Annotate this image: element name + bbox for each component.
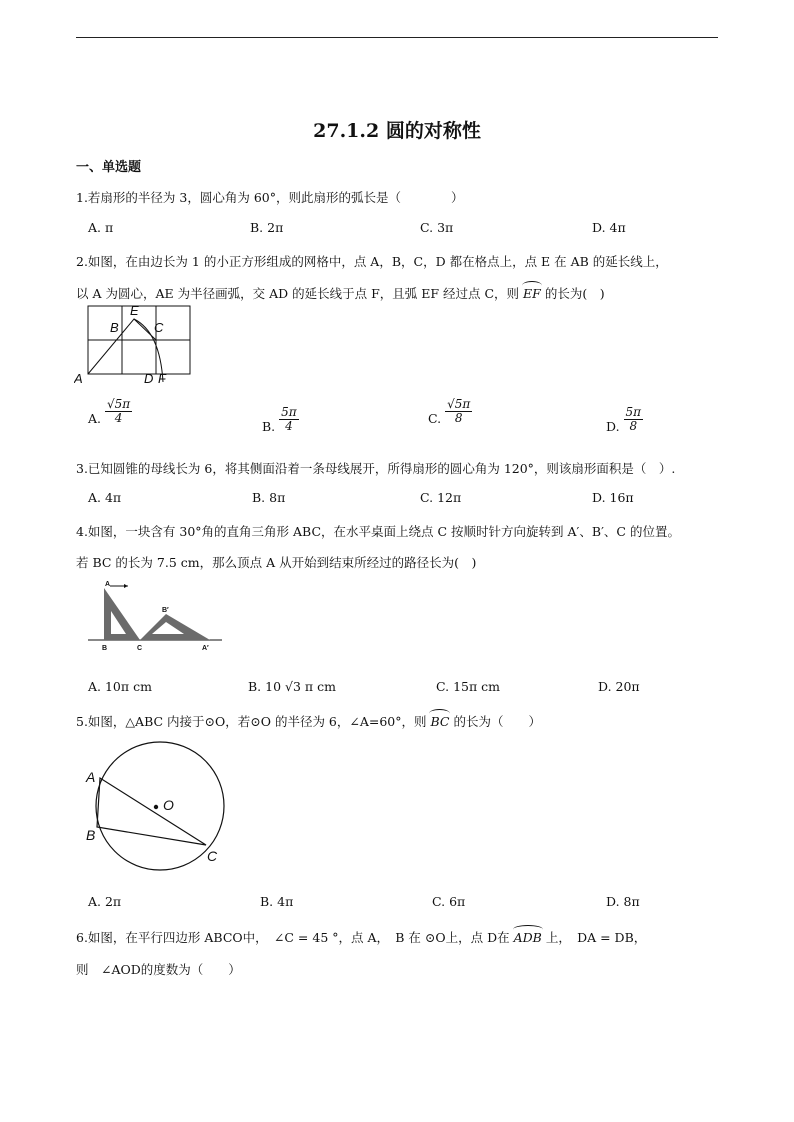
q3-option-b[interactable]: B. 8π [252, 490, 286, 505]
q4-option-d[interactable]: D. 20π [598, 679, 640, 694]
q5-label-c: C [207, 848, 218, 864]
page-title: 27.1.2 圆的对称性 [313, 120, 481, 142]
question-6-line-2: 则 ∠AOD的度数为（ ） [76, 962, 241, 977]
header-rule [76, 37, 718, 38]
q5-label-b: B [86, 827, 96, 843]
question-5-text [76, 712, 541, 730]
q2-option-b-fraction: $\frac{5\pi}{4}$ [281, 405, 297, 433]
q5-option-a[interactable]: A. 2π [88, 894, 122, 909]
q5-text-post: 的长为（ ） [453, 714, 541, 729]
q5-option-c[interactable]: C. 6π [432, 894, 466, 909]
q4-label-b-prime: B′ [162, 607, 169, 614]
q5-arc-bc: BC [430, 714, 450, 729]
q5-circle-figure [80, 740, 236, 876]
q3-option-d[interactable]: D. 16π [592, 490, 634, 505]
q4-option-b[interactable]: B. 10 √3 π cm [248, 679, 336, 694]
q4-label-b: B [102, 645, 108, 652]
q2-option-a[interactable]: A. $\frac{√5\pi}{4}$ [88, 397, 131, 426]
q5-center-dot [154, 805, 158, 809]
q6-arc-adb: ADB [513, 930, 542, 945]
question-2-line-2 [76, 284, 605, 302]
question-3-text: 3.已知圆锥的母线长为 6，将其侧面沿着一条母线展开，所得扇形的圆心角为 120°，则该扇形面积是（ ）. [76, 461, 676, 476]
question-2-line-1: 2.如图，在由边长为 1 的小正方形组成的网格中，点 A，B，C，D 都在格点上，点 E 在 AB 的延长线上， [76, 254, 668, 269]
q2-line2-post: 的长为( ) [544, 286, 605, 301]
q1-option-d[interactable]: D. 4π [592, 220, 626, 235]
q1-option-b[interactable]: B. 2π [250, 220, 284, 235]
q4-label-c: C [137, 645, 143, 652]
q4-triangles-figure [88, 578, 224, 654]
q2-line2-pre: 以 A 为圆心，AE 为半径画弧，交 AD 的延长线于点 F，且弧 EF 经过点 C，则 [76, 286, 520, 301]
q1-option-a[interactable]: A. π [88, 220, 114, 235]
q4-arrow-head [124, 584, 128, 588]
q2-label-b: B [110, 320, 119, 335]
q2-label-c: C [154, 320, 164, 335]
q4-label-a-prime: A′ [202, 645, 209, 652]
q2-option-a-fraction: $\frac{√5\pi}{4}$ [107, 397, 131, 425]
q1-option-c[interactable]: C. 3π [420, 220, 454, 235]
q6-line1-b: 上， DA = DB， [545, 930, 647, 945]
q2-option-d[interactable]: D. $\frac{5\pi}{8}$ [606, 405, 642, 434]
question-6-line-1 [76, 928, 646, 946]
section-heading: 一、单选题 [76, 160, 142, 175]
q5-option-b[interactable]: B. 4π [260, 894, 294, 909]
q2-option-c-fraction: $\frac{√5\pi}{8}$ [447, 397, 471, 425]
q5-label-a: A [86, 769, 96, 785]
q5-text-pre: 5.如图，△ABC 内接于⊙O，若⊙O 的半径为 6，∠A=60°，则 [76, 714, 427, 729]
q3-option-c[interactable]: C. 12π [420, 490, 462, 505]
q2-option-d-fraction: $\frac{5\pi}{8}$ [625, 405, 642, 433]
question-4-line-1: 4.如图，一块含有 30°角的直角三角形 ABC，在水平桌面上绕点 C 按顺时针方向旋转到 A′、B′、C 的位置。 [76, 524, 680, 539]
q2-grid-figure [74, 302, 198, 386]
q4-option-c[interactable]: C. 15π cm [436, 679, 501, 694]
question-1-text: 1.若扇形的半径为 3，圆心角为 60°，则此扇形的弧长是（ ） [76, 190, 464, 205]
question-4-line-2: 若 BC 的长为 7.5 cm，那么顶点 A 从开始到结束所经过的路径长为( ) [76, 555, 477, 570]
q2-option-b[interactable]: B. $\frac{5\pi}{4}$ [262, 405, 297, 434]
q2-label-f: F [158, 371, 166, 386]
q2-label-a: A [74, 371, 83, 386]
q2-arc-ef: EF [523, 286, 541, 301]
q5-option-d[interactable]: D. 8π [606, 894, 640, 909]
q6-line1-a: 6.如图，在平行四边形 ABCO中， ∠C = 45 °，点 A， B 在 ⊙O上，点 D在 [76, 930, 510, 945]
q2-label-d: D [144, 371, 154, 386]
q2-option-c[interactable]: C. $\frac{√5\pi}{8}$ [428, 397, 471, 426]
q4-option-a[interactable]: A. 10π cm [88, 679, 152, 694]
q5-triangle-abc [97, 778, 206, 845]
q5-circle-o [96, 742, 224, 870]
q4-triangle-abc [104, 588, 140, 640]
q4-label-a: A [105, 581, 111, 588]
q5-label-o: O [163, 797, 174, 813]
q3-option-a[interactable]: A. 4π [88, 490, 122, 505]
q4-triangle-rotated [140, 614, 210, 640]
q2-label-e: E [130, 303, 139, 318]
